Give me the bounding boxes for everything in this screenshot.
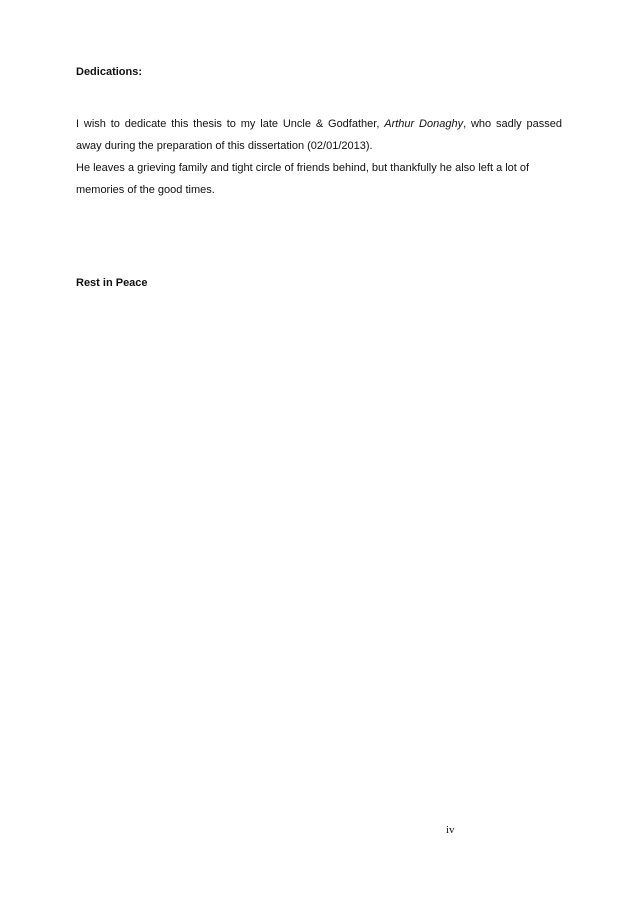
page-number: iv [446, 824, 455, 836]
dedication-paragraph-1 [76, 113, 562, 157]
closing-line: Rest in Peace [76, 277, 148, 289]
dedication-body [76, 113, 562, 201]
dedication-text-end: , who sadly passed away during the preparation of this dissertation (02/01/2013). [76, 118, 562, 152]
dedication-text-start: I wish to dedicate this thesis to my late Uncle & Godfather, [76, 118, 385, 130]
section-heading: Dedications: [76, 66, 143, 78]
dedication-paragraph-2: He leaves a grieving family and tight circle of friends behind, but thankfully he also left a lot of memories of the good times. [76, 162, 530, 196]
dedicatee-name: Arthur Donaghy [384, 118, 464, 130]
